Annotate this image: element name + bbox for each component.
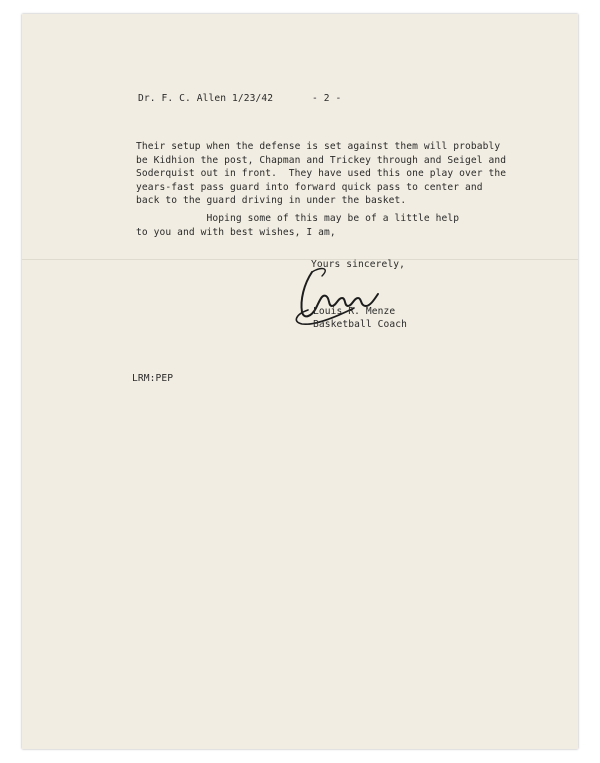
signer-name: Louis R. Menze — [313, 306, 396, 317]
signer-title: Basketball Coach — [313, 319, 408, 330]
recipient-date-line: Dr. F. C. Allen 1/23/42 — [138, 93, 274, 104]
body-line: Hoping some of this may be of a little help — [136, 213, 460, 224]
letter-page — [22, 14, 578, 749]
body-line: Soderquist out in front. They have used this one play over the — [136, 168, 507, 179]
body-line: years-fast pass guard into forward quick pass to center and — [136, 181, 483, 193]
body-line: be Kidhion the post, Chapman and Trickey through and Seigel and — [136, 154, 507, 166]
body-line: Their setup when the defense is set against them will probably — [136, 141, 501, 152]
reference-initials: LRM:PEP — [132, 373, 174, 384]
page-fold-crease — [22, 259, 578, 260]
page-number: - 2 - — [312, 93, 342, 104]
body-line: back to the guard driving in under the basket. — [136, 195, 407, 206]
body-line: to you and with best wishes, I am, — [136, 226, 336, 238]
valediction: Yours sincerely, — [311, 259, 406, 270]
